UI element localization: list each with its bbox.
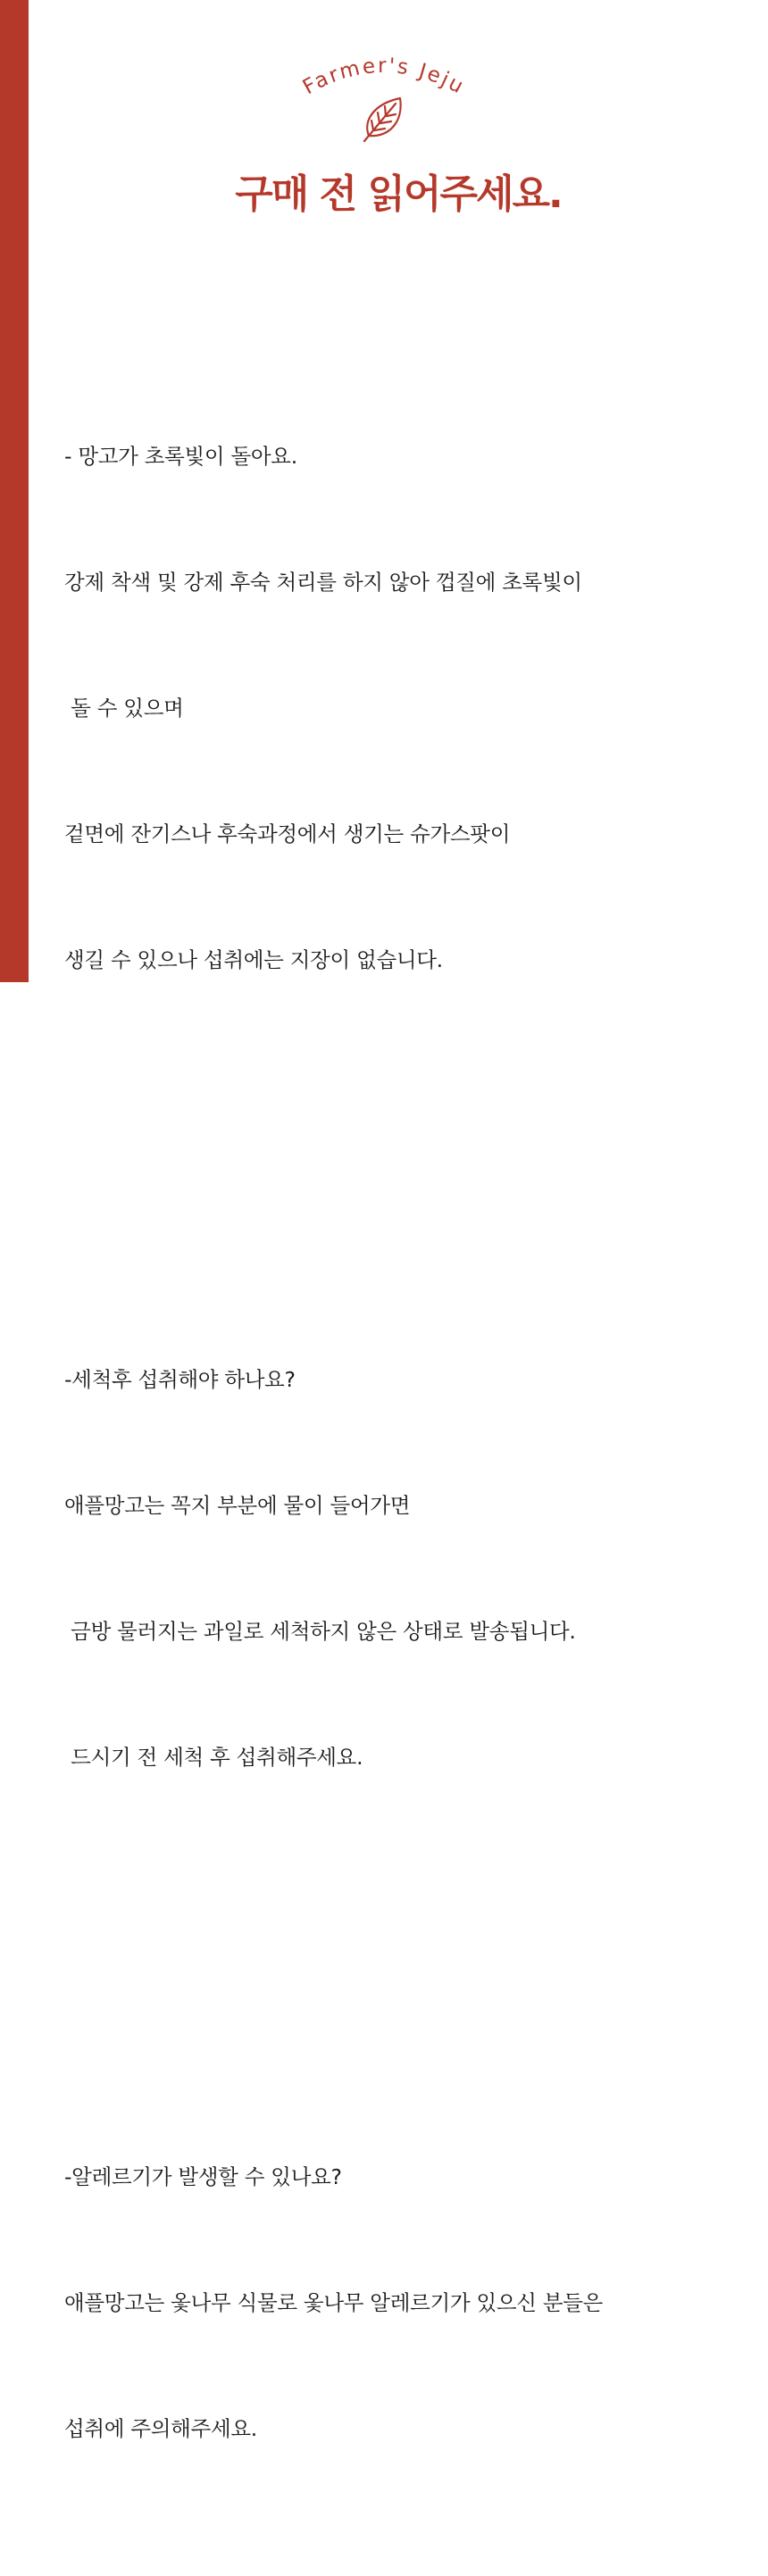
brand-logo — [277, 55, 491, 145]
section-spacer — [64, 1947, 752, 1988]
notice-section-color — [64, 352, 752, 1065]
notice-line: 금방 물러지는 과일로 세척하지 않은 상태로 발송됩니다. — [64, 1619, 576, 1644]
notice-line: 겉면에 잔기스나 후숙과정에서 생기는 슈가스팟이 — [64, 821, 511, 846]
notice-line: - 망고가 초록빛이 돌아요. — [64, 444, 297, 469]
notice-line: -세척후 섭취해야 하나요? — [64, 1367, 296, 1392]
notice-line: 섭취에 주의해주세요. — [64, 2416, 257, 2441]
notice-line: 애플망고는 꼭지 부분에 물이 들어가면 — [64, 1493, 411, 1518]
section-spacer — [64, 1149, 752, 1191]
notice-section-washing — [64, 1275, 752, 1863]
notice-line: -알레르기가 발생할 수 있나요? — [64, 2164, 342, 2189]
notice-line: 돌 수 있으며 — [64, 696, 184, 721]
side-accent-bar — [0, 0, 29, 982]
notice-line: 애플망고는 옻나무 식물로 옻나무 알레르기가 있으신 분들은 — [64, 2290, 604, 2315]
notice-line: 강제 착색 및 강제 후숙 처리를 하지 않아 껍질에 초록빛이 — [64, 570, 582, 595]
notice-line: 생길 수 있으나 섭취에는 지장이 없습니다. — [64, 947, 443, 972]
notice-line: 드시기 전 세척 후 섭취해주세요. — [64, 1745, 363, 1770]
page-title: 구매 전 읽어주세요. — [235, 171, 562, 217]
leaf-icon — [364, 98, 401, 141]
notice-section-allergy — [64, 2072, 752, 2534]
notice-body — [64, 268, 752, 2576]
brand-name: Farmer's Jeju — [298, 55, 469, 100]
